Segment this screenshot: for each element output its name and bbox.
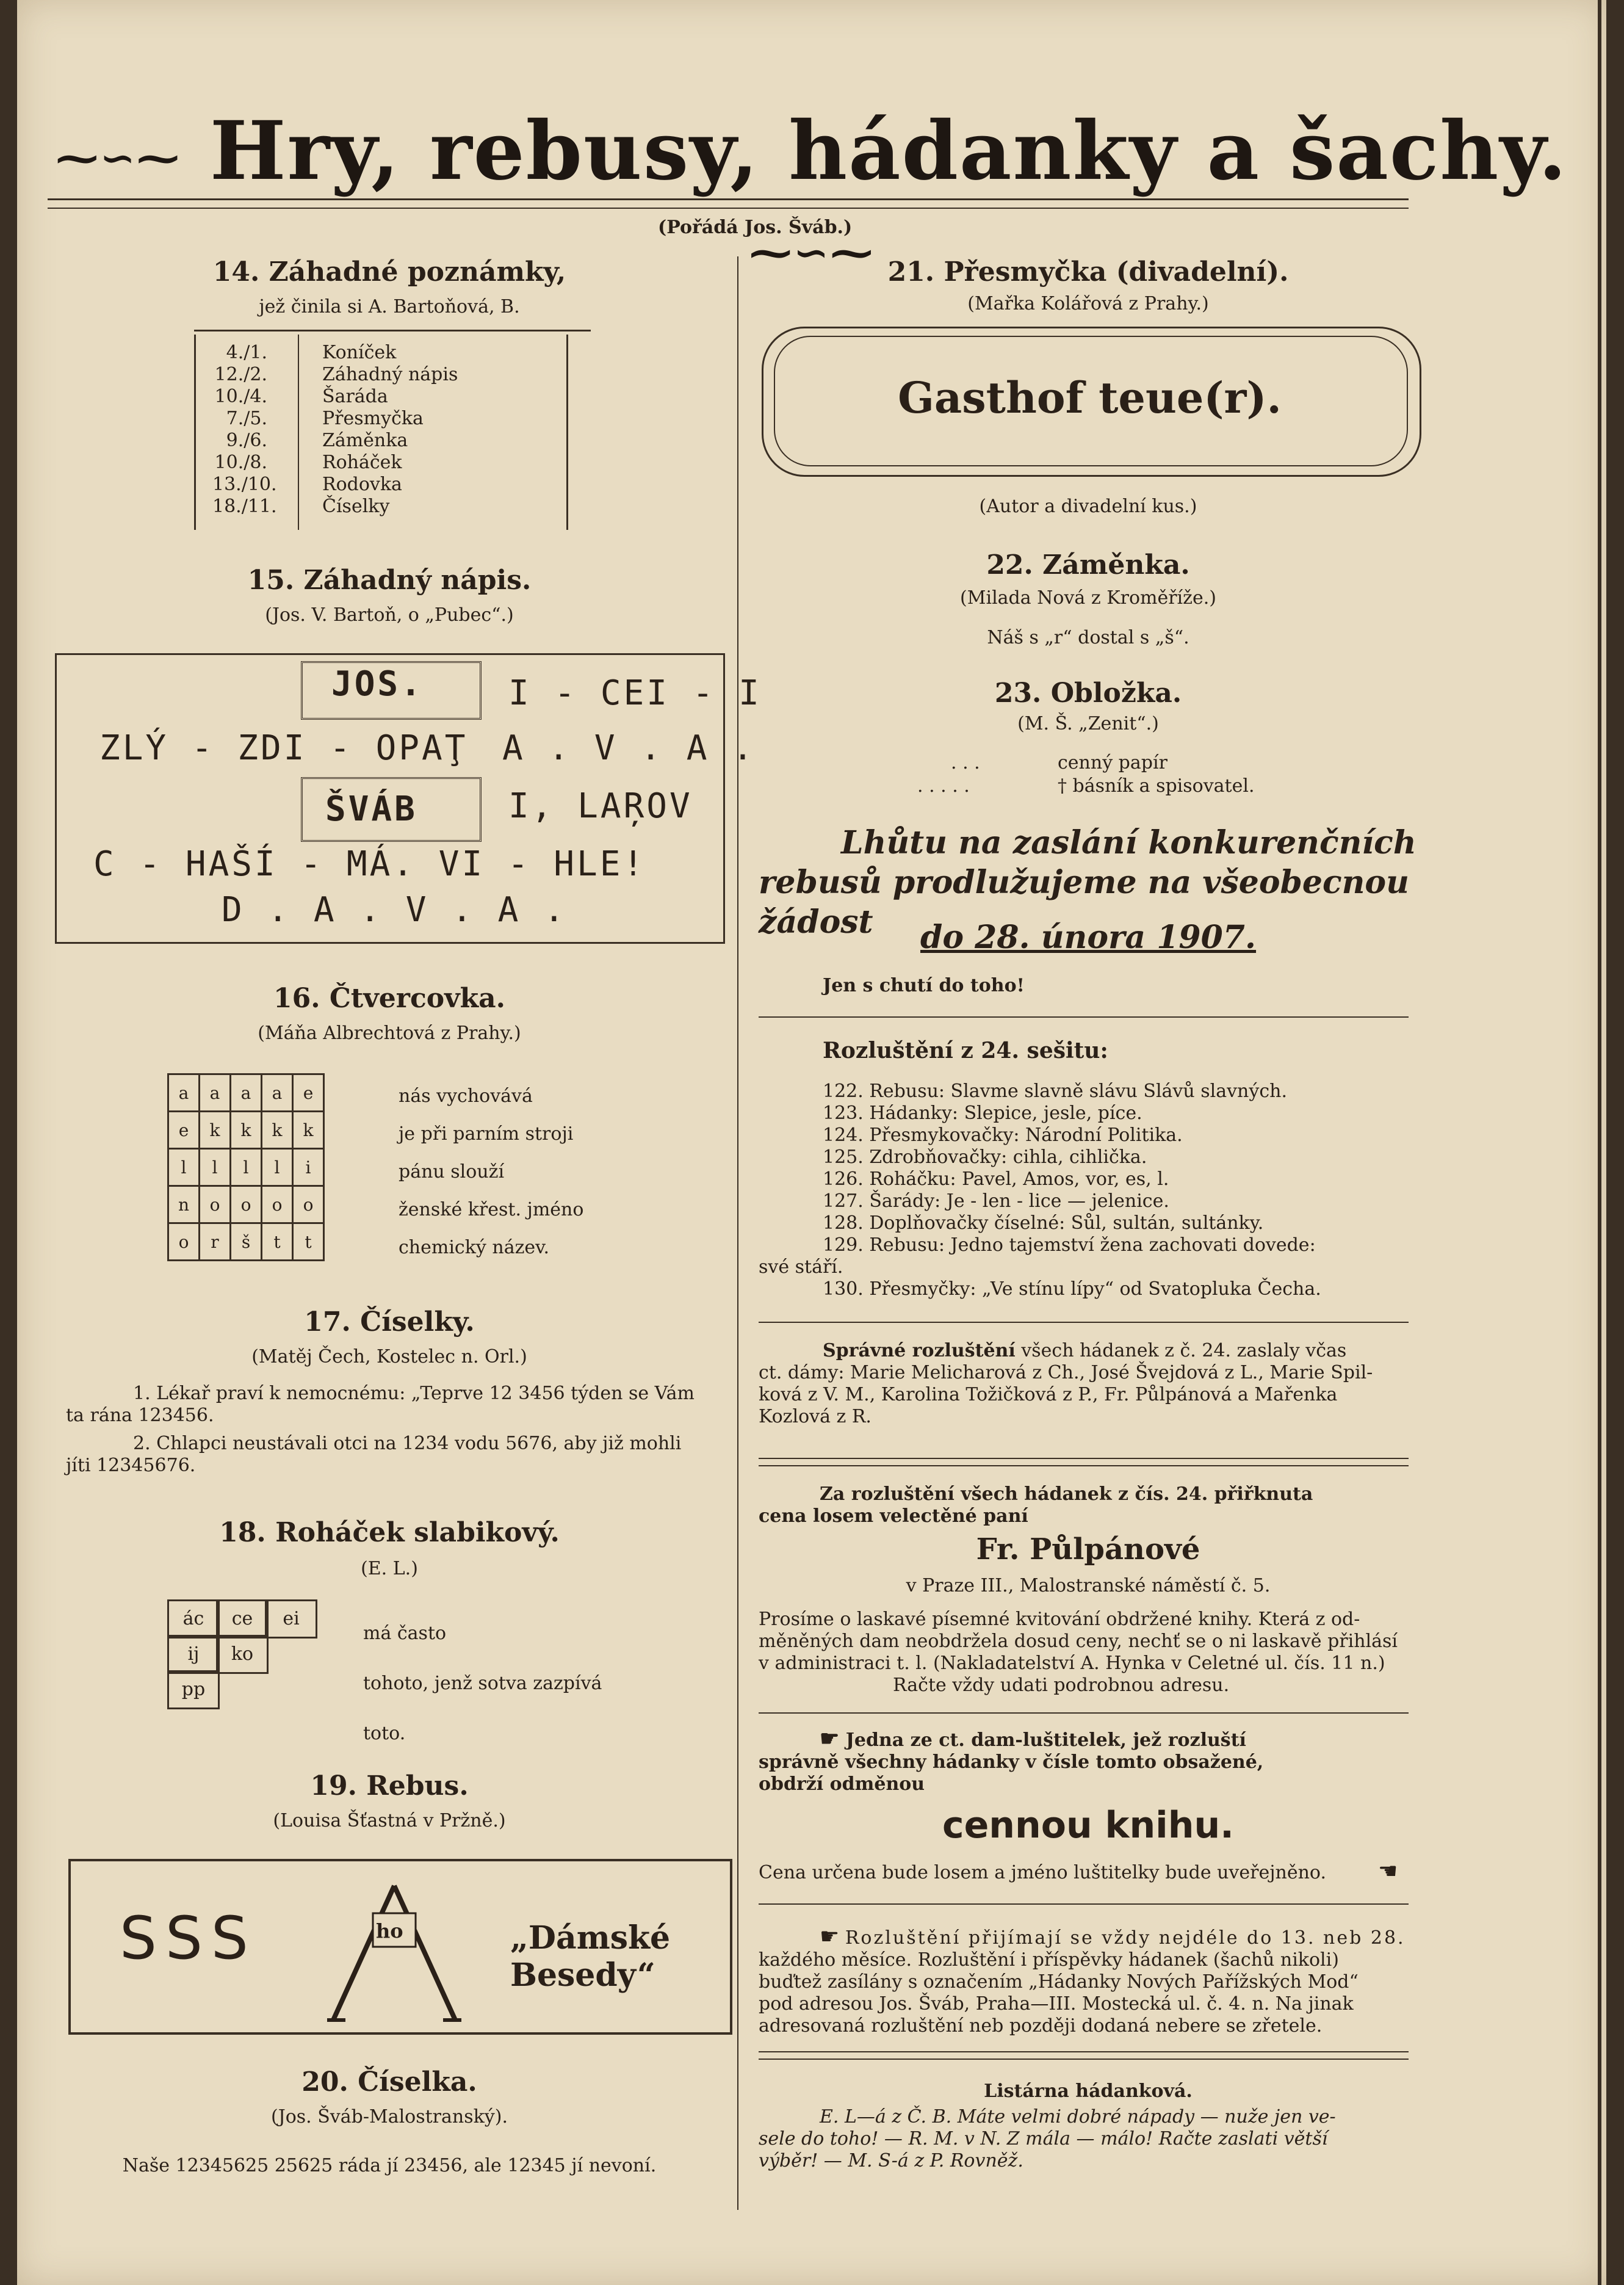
p20-title: 20. Číselka.: [301, 2066, 477, 2098]
notice-tagline: Jen s chutí do toho!: [823, 975, 1025, 996]
clue: má často: [363, 1623, 447, 1644]
correct-line4: Kozlová z R.: [759, 1406, 872, 1427]
solutions-list: [759, 1081, 1412, 1300]
p22-subtitle: (Milada Nová z Kroměříže.): [960, 587, 1216, 609]
p14-rule: [194, 330, 591, 331]
list-item: své stáří.: [759, 1256, 843, 1278]
grid-cell: l: [231, 1149, 262, 1186]
p23-subtitle: (M. Š. „Zenit“.): [1017, 713, 1159, 734]
list-item: 130. Přesmyčky: „Ve stínu lípy“ od Svatopluka Čecha.: [823, 1278, 1321, 1300]
list-item: 124. Přesmykovačky: Národní Politika.: [823, 1124, 1183, 1146]
grid-cell: a: [231, 1074, 262, 1112]
list-item: 13./10. Rodovka: [212, 474, 402, 495]
prize-head: [759, 1728, 1412, 1795]
mailbox-text: [759, 2106, 1412, 2172]
p20-text: Naše 12345625 25625 ráda jí 23456, ale 12345 jí nevoní.: [122, 2155, 657, 2176]
p16-grid: [167, 1073, 325, 1261]
rules-l1: Rozluštění přijímají se vždy nejdéle do 13. neb 28.: [845, 1927, 1406, 1949]
list-item: 126. Roháčku: Pavel, Amos, vor, es, l.: [823, 1168, 1169, 1190]
p15-line-g: C - HAŠÍ - MÁ. VI - HLE!: [93, 844, 646, 884]
header-rule-bottom: [48, 208, 1409, 209]
list-item: 129. Rebusu: Jedno tajemství žena zachovati dovede:: [823, 1234, 1316, 1256]
winner-p2: měněných dam neobdržela dosud ceny, nechť se o ni laskavě přihlásí: [759, 1631, 1398, 1652]
p14-title: 14. Záhadné poznámky,: [212, 256, 566, 288]
rules-l5: adresovaná rozluštění neb později dodaná nebere se zřetele.: [759, 2015, 1323, 2037]
p16-clues: [399, 1077, 583, 1267]
grid-cell: e: [168, 1112, 200, 1149]
p18-cell: pp: [167, 1670, 220, 1709]
p15-line-c: ZLÝ - ZDI - OPAŢ: [99, 728, 468, 768]
p20-subtitle: (Jos. Šváb-Malostranský).: [270, 2106, 508, 2127]
p22-text: Náš s „r“ dostal s „š“.: [987, 627, 1189, 648]
grid-cell: l: [262, 1149, 293, 1186]
p18-cell: ei: [265, 1599, 317, 1639]
rules-rule-b: [759, 2059, 1409, 2060]
clue: nás vychovává: [399, 1085, 533, 1107]
grid-cell: k: [262, 1112, 293, 1149]
winner-rule: [759, 1712, 1409, 1714]
p15-subtitle: (Jos. V. Bartoň, o „Pubec“.): [265, 604, 514, 626]
prize-line3: obdrží odměnou: [759, 1773, 925, 1795]
p17-subtitle: (Matěj Čech, Kostelec n. Orl.): [251, 1346, 527, 1367]
notice-rule: [759, 1016, 1409, 1018]
p19-title: 19. Rebus.: [310, 1770, 469, 1802]
pointing-hand-icon: ☛: [820, 1726, 840, 1751]
p21-title: 21. Přesmyčka (divadelní).: [887, 256, 1289, 288]
grid-cell: k: [231, 1112, 262, 1149]
organizer: (Pořádá Jos. Šváb.): [658, 217, 853, 238]
winner-p4: Račte vždy udati podrobnou adresu.: [893, 1675, 1230, 1696]
p17-line1: 1. Lékař praví k nemocnému: „Teprve 12 3456 týden se Vám: [133, 1383, 695, 1404]
winner-line1: Za rozluštění všech hádanek z čís. 24. přiřknuta: [820, 1483, 1313, 1505]
solutions-title: Rozluštění z 24. sešitu:: [823, 1038, 1108, 1063]
list-item: 128. Doplňovačky číselné: Sůl, sultán, sultánky.: [823, 1212, 1264, 1234]
grid-cell: o: [168, 1223, 200, 1261]
p21-subtitle: (Mařka Kolářová z Prahy.): [967, 293, 1209, 314]
correct-lead: Správné rozluštění: [823, 1340, 1016, 1361]
p14-left-border: [194, 335, 196, 530]
list-item: 4./1. Koníček: [226, 342, 397, 363]
grid-cell: a: [168, 1074, 200, 1112]
p19-rebus-box: [68, 1859, 732, 2035]
grid-cell: e: [293, 1074, 324, 1112]
p17-title: 17. Číselky.: [304, 1306, 475, 1338]
clue: ženské křest. jméno: [399, 1199, 584, 1220]
clue: je při parním stroji: [399, 1123, 574, 1145]
ornament-right-icon: ⁓∽⁓: [749, 227, 875, 278]
p22-title: 22. Záměnka.: [986, 549, 1190, 581]
pointing-hand-icon: ☚: [1378, 1859, 1398, 1884]
correct-line1: všech hádanek z č. 24. zaslaly včas: [1021, 1340, 1347, 1361]
header-rule-top: [48, 198, 1409, 200]
p18-cell: ij: [167, 1635, 220, 1674]
p19-inner: ho: [376, 1919, 403, 1943]
solutions-rule: [759, 1322, 1409, 1323]
clue: chemický název.: [399, 1237, 550, 1258]
p18-clues: [363, 1609, 602, 1759]
notice-line3: žádost: [759, 903, 873, 941]
prize-line2: správně všechny hádanky v čísle tomto obsažené,: [759, 1751, 1264, 1773]
p16-subtitle: (Máňa Albrechtová z Prahy.): [258, 1023, 521, 1044]
rules-l4: pod adresou Jos. Šváb, Praha—III. Mostecká ul. č. 4. n. Na jinak: [759, 1993, 1354, 2015]
correct-rule-a: [759, 1458, 1409, 1459]
mailbox-l2: sele do toho! — R. M. v N. Z mála — málo! Račte zaslati větší: [759, 2128, 1328, 2149]
grid-cell: t: [262, 1223, 293, 1261]
grid-cell: l: [168, 1149, 200, 1186]
p17-line2: 2. Chlapci neustávali otci na 1234 vodu 5676, aby již mohli: [133, 1433, 682, 1454]
rules-l3: buďtež zasílány s označením „Hádanky Nových Pařížských Mod“: [759, 1971, 1359, 1993]
clue: pánu slouží: [399, 1161, 505, 1182]
p14-list: [212, 342, 458, 518]
prize-foot: Cena určena bude losem a jméno luštitelky bude uveřejněno.: [759, 1862, 1326, 1883]
p16-title: 16. Čtvercovka.: [273, 983, 505, 1014]
prize-rule: [759, 1903, 1409, 1905]
p19-right: „Dámské Besedy“: [510, 1919, 671, 1994]
page: [17, 0, 1606, 2285]
mailbox-l3: výběr! — M. S-á z P. Rovněž.: [759, 2150, 1023, 2171]
p15-line-e: ŠVÁB: [325, 789, 417, 829]
notice-line2: rebusů prodlužujeme na všeobecnou: [759, 864, 1409, 901]
p18-subtitle: (E. L.): [361, 1558, 418, 1579]
notice-line1: Lhůtu na zaslání konkurenčních: [841, 824, 1416, 861]
grid-cell: t: [293, 1223, 324, 1261]
p21-note: (Autor a divadelní kus.): [979, 496, 1197, 517]
p19-subtitle: (Louisa Šťastná v Pržně.): [273, 1810, 506, 1831]
p19-left: SSS: [120, 1904, 257, 1972]
grid-cell: k: [293, 1112, 324, 1149]
grid-cell: o: [200, 1186, 231, 1223]
grid-cell: o: [231, 1186, 262, 1223]
p18-cell: ko: [216, 1635, 269, 1674]
grid-cell: l: [200, 1149, 231, 1186]
list-item: 10./8. Roháček: [214, 452, 402, 473]
winner-head: [759, 1483, 1412, 1527]
p23-row2-dots: . . . . .: [917, 775, 970, 797]
correct-line2: ct. dámy: Marie Melicharová z Ch., José Švejdová z L., Marie Spil-: [759, 1362, 1373, 1383]
clue: toto.: [363, 1723, 406, 1744]
correct-block: [759, 1340, 1412, 1428]
winner-p3: v administraci t. l. (Nakladatelství A. Hynka v Celetné ul. čís. 11 n.): [759, 1653, 1385, 1674]
page-edge-right: [1598, 0, 1601, 2285]
column-divider: [737, 256, 738, 2210]
p18-cell: ác: [167, 1599, 220, 1639]
grid-cell: a: [262, 1074, 293, 1112]
clue: tohoto, jenž sotva zazpívá: [363, 1673, 602, 1694]
p17-line1b: ta rána 123456.: [66, 1405, 214, 1426]
correct-rule-b: [759, 1465, 1409, 1466]
winner-text: [759, 1609, 1412, 1697]
p15-title: 15. Záhadný nápis.: [247, 565, 532, 596]
p15-line-f: I, LAŖOV: [508, 786, 693, 826]
p14-subtitle: jež činila si A. Bartoňová, B.: [259, 296, 520, 317]
grid-cell: o: [262, 1186, 293, 1223]
grid-cell: r: [200, 1223, 231, 1261]
p14-right-border: [566, 335, 568, 530]
list-item: 7./5. Přesmyčka: [226, 408, 424, 429]
winner-address: v Praze III., Malostranské náměstí č. 5.: [906, 1575, 1271, 1596]
list-item: 125. Zdrobňovačky: cihla, cihlička.: [823, 1146, 1147, 1168]
grid-cell: š: [231, 1223, 262, 1261]
mailbox-title: Listárna hádanková.: [984, 2080, 1193, 2102]
correct-line3: ková z V. M., Karolina Tožičková z P., Fr. Půlpánová a Mařenka: [759, 1384, 1338, 1405]
p23-row1-dots: . . .: [951, 752, 980, 773]
list-item: 10./4. Šaráda: [214, 386, 388, 407]
grid-cell: a: [200, 1074, 231, 1112]
p23-row1: cenný papír: [1058, 752, 1167, 773]
grid-cell: i: [293, 1149, 324, 1186]
p15-line-d: A . V . A .: [502, 728, 756, 768]
prize-big: cennou knihu.: [942, 1804, 1234, 1847]
page-title: Hry, rebusy, hádanky a šachy.: [209, 104, 1568, 198]
mailbox-l1: E. L—á z Č. B. Máte velmi dobré nápady — nuže jen ve-: [820, 2106, 1336, 2127]
rules-rule-a: [759, 2051, 1409, 2052]
list-item: 9./6. Záměnka: [226, 430, 408, 451]
p18-title: 18. Roháček slabikový.: [219, 1517, 560, 1548]
p15-sign-box: [55, 653, 762, 944]
p15-line-h: D . A . V . A .: [222, 890, 567, 930]
list-item: 123. Hádanky: Slepice, jesle, píce.: [823, 1103, 1142, 1124]
p21-puzzle: Gasthof teue(r).: [898, 372, 1282, 423]
rules-block: [759, 1926, 1412, 2037]
p17-body: [66, 1383, 725, 1477]
list-item: 122. Rebusu: Slavme slavně slávu Slávů slavných.: [823, 1081, 1287, 1102]
list-item: 127. Šarády: Je - len - lice — jelenice.: [823, 1190, 1169, 1212]
notice-date: do 28. února 1907.: [920, 919, 1257, 956]
pointing-hand-icon: ☛: [820, 1924, 840, 1949]
p15-line-b: I - CEI - I: [508, 673, 762, 713]
grid-cell: n: [168, 1186, 200, 1223]
list-item: 12./2. Záhadný nápis: [214, 364, 458, 385]
p17-line2b: jíti 12345676.: [66, 1455, 196, 1476]
winner-name: Fr. Půlpánové: [976, 1532, 1200, 1566]
ornament-left-icon: ⁓∽⁓: [56, 132, 181, 183]
list-item: 18./11. Číselky: [212, 496, 390, 517]
rules-l2: každého měsíce. Rozluštění i příspěvky hádanek (šachů nikoli): [759, 1949, 1339, 1971]
p15-line-a: JOS.: [331, 664, 424, 704]
p18-cell: ce: [216, 1599, 269, 1639]
p23-title: 23. Obložka.: [994, 678, 1182, 709]
winner-line2: cena losem velectěné paní: [759, 1505, 1028, 1527]
grid-cell: o: [293, 1186, 324, 1223]
winner-p1: Prosíme o laskavé písemné kvitování obdržené knihy. Která z od-: [759, 1609, 1360, 1630]
letter-a-icon: [321, 1874, 467, 2026]
prize-line1: Jedna ze ct. dam-luštitelek, jež rozluští: [845, 1729, 1246, 1751]
grid-cell: k: [200, 1112, 231, 1149]
p23-row2: † básník a spisovatel.: [1058, 775, 1255, 797]
